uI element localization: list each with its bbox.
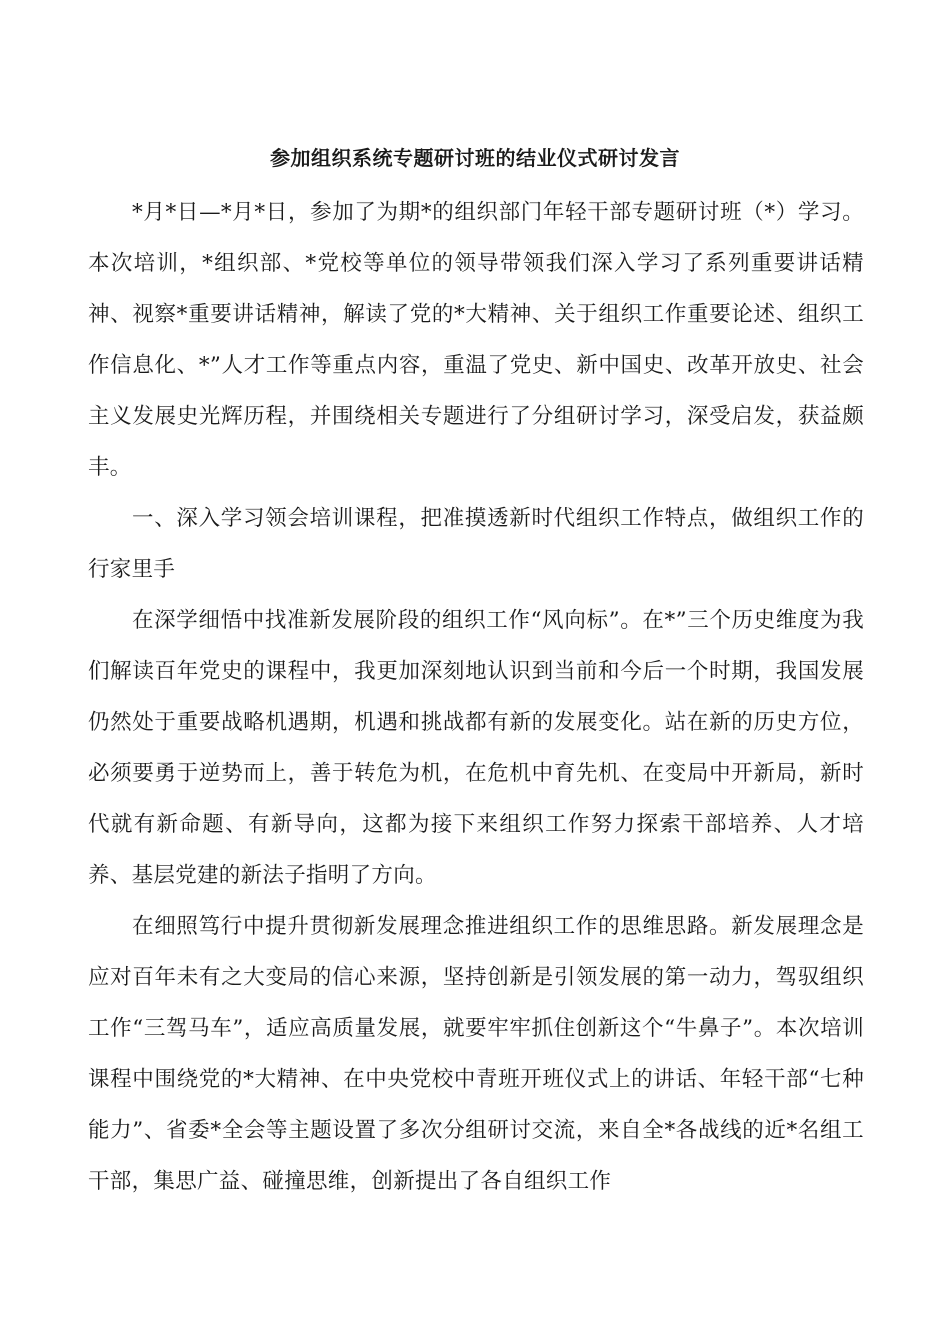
section-heading-1: 一、深入学习领会培训课程，把准摸透新时代组织工作特点，做组织工作的行家里手	[88, 506, 864, 582]
paragraph-new-development: 在细照笃行中提升贯彻新发展理念推进组织工作的思维思路。新发展理念是应对百年未有之大变局的信心来源，坚持创新是引领发展的第一动力，驾驭组织工作“三驾马车”，适应高质量发展，就要牢牢抓住创新这个“牛鼻子”。本次培训课程中围绕党的*大精神、在中央党校中青班开班仪式上的讲话、年轻干部“七种能力”、省委*全会等主题设置了多次分组研讨交流，来自全*各战线的近*名组工干部，集思广益、碰撞思维，创新提出了各自组织工作	[88, 914, 864, 1194]
document-body	[88, 187, 864, 1207]
paragraph-direction: 在深学细悟中找准新发展阶段的组织工作“风向标”。在*”三个历史维度为我们解读百年党史的课程中，我更加深刻地认识到当前和今后一个时期，我国发展仍然处于重要战略机遇期，机遇和挑战都有新的发展变化。站在新的历史方位，必须要勇于逆势而上，善于转危为机，在危机中育先机、在变局中开新局，新时代就有新命题、有新导向，这都为接下来组织工作努力探索干部培养、人才培养、基层党建的新法子指明了方向。	[88, 608, 864, 888]
document-title: 参加组织系统专题研讨班的结业仪式研讨发言	[270, 146, 680, 170]
paragraph-intro: *月*日—*月*日，参加了为期*的组织部门年轻干部专题研讨班（*）学习。本次培训，*组织部、*党校等单位的领导带领我们深入学习了系列重要讲话精神、视察*重要讲话精神，解读了党的*大精神、关于组织工作重要论述、组织工作信息化、*”人才工作等重点内容，重温了党史、新中国史、改革开放史、社会主义发展史光辉历程，并围绕相关专题进行了分组研讨学习，深受启发，获益颇丰。	[88, 200, 864, 480]
